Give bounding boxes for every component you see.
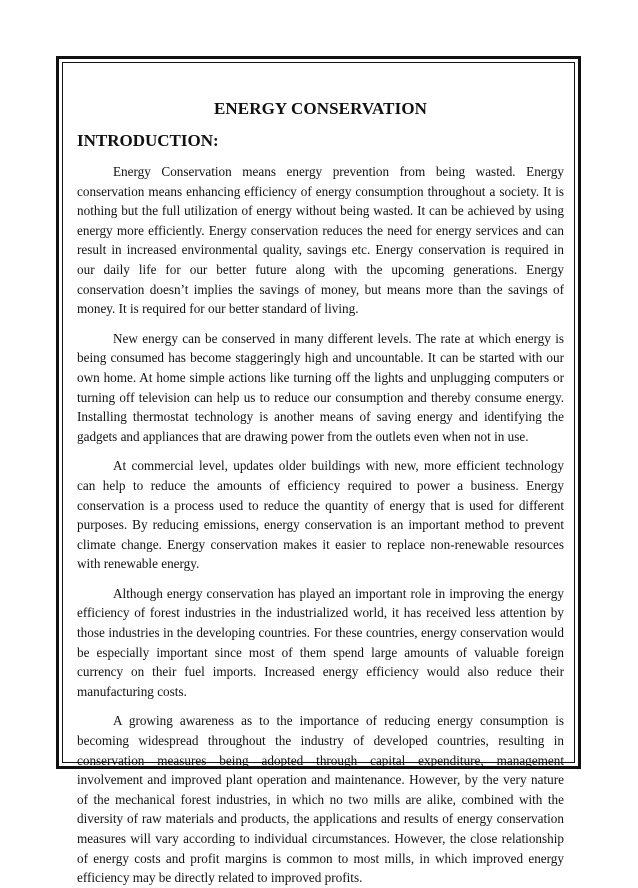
paragraph-1: Energy Conservation means energy prevention from being wasted. Energy conservation means enhancing efficiency of energy consumption throughout a society. It is nothing but the full utilization of energy without being wasted. It can be achieved by using energy more efficiently. Energy conservation reduces the need for energy services and can result in increased environmental quality, savings etc. Energy conservation is required in our daily life for our better future along with the upcoming generations. Energy conservation doesn’t implies the savings of money, but means more than the savings of money. It is required for our better standard of living.: [77, 164, 564, 317]
paragraph-5: A growing awareness as to the importance of reducing energy consumption is becoming widespread throughout the industry of developed countries, resulting in conservation measures being adopted through capital expenditure, management involvement and improved plant operation and maintenance. However, by the very nature of the mechanical forest industries, in which no two mills are alike, combined with the diversity of raw materials and products, the applications and results of energy conservation measures will vary according to individual circumstances. However, the close relationship of energy costs and profit margins is common to most mills, in which improved energy efficiency may be directly related to improved profits.: [77, 713, 564, 886]
section-heading-introduction: INTRODUCTION:: [77, 131, 219, 150]
document-body: [77, 97, 564, 888]
paragraph-4: Although energy conservation has played an important role in improving the energy efficiency of forest industries in the industrialized world, it has received less attention by those industries in the developing countries. For these countries, energy conservation would be especially important since most of them spend large amounts of valuable foreign currency on their fuel imports. Increased energy efficiency would also reduce their manufacturing costs.: [77, 585, 564, 699]
document-title: ENERGY CONSERVATION: [213, 99, 428, 118]
paragraph-3: At commercial level, updates older buildings with new, more efficient technology can help to reduce the amounts of efficiency required to power a business. Energy conservation is a process used to reduce the quantity of energy that is used for different purposes. By reducing emissions, energy conservation is an important method to prevent climate change. Energy conservation makes it easier to replace non-renewable resources with renewable energy.: [77, 458, 564, 572]
paragraph-2: New energy can be conserved in many different levels. The rate at which energy is being consumed has become staggeringly high and uncountable. It can be started with our own home. At home simple actions like turning off the lights and unplugging computers or turning off television can help us to reduce our consumption and thereby consume energy. Installing thermostat technology is another means of saving energy and identifying the gadgets and appliances that are drawing power from the outlets even when not in use.: [77, 330, 564, 444]
